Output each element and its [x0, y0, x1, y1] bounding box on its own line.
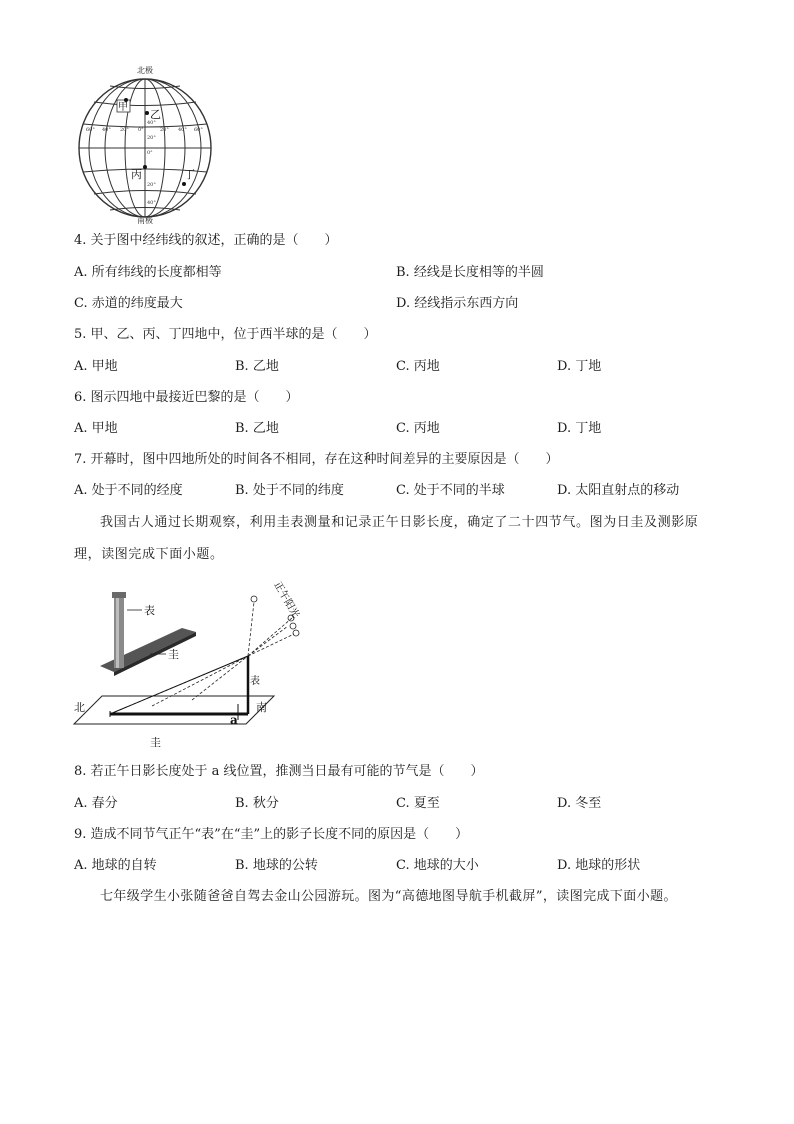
point-label-yi: 乙	[150, 108, 161, 121]
question-9-option-c[interactable]: C. 地球的大小	[396, 858, 479, 873]
lon-label: 20°	[160, 127, 169, 133]
sunlight-label: 正午阳光	[271, 580, 301, 621]
question-8-option-d[interactable]: D. 冬至	[557, 796, 602, 811]
question-7-option-b[interactable]: B. 处于不同的纬度	[235, 483, 344, 498]
biao-label: 表	[250, 676, 260, 687]
lon-label: 60°	[86, 127, 95, 133]
question-4-option-c[interactable]: C. 赤道的纬度最大	[74, 296, 183, 311]
lat-label: 20°	[147, 182, 156, 188]
question-7-stem: 7. 开幕时，图中四地所处的时间各不相同，存在这种时间差异的主要原因是（ ）	[74, 452, 559, 467]
question-7-option-a[interactable]: A. 处于不同的经度	[74, 483, 183, 498]
question-8-option-b[interactable]: B. 秋分	[235, 796, 279, 811]
question-6-stem: 6. 图示四地中最接近巴黎的是（ ）	[74, 390, 299, 405]
gui-label: 圭	[150, 736, 161, 749]
question-5-option-b[interactable]: B. 乙地	[235, 359, 279, 374]
question-9-option-a[interactable]: A. 地球的自转	[74, 858, 157, 873]
lat-label: 40°	[147, 200, 156, 206]
point-label-ding: 丁	[184, 168, 195, 181]
question-9-stem: 9. 造成不同节气正午“表”在“圭”上的影子长度不同的原因是（ ）	[74, 827, 469, 842]
lat-label: 20°	[147, 135, 156, 141]
gnomon-photo	[100, 592, 196, 676]
passage-1-line-2: 理，读图完成下面小题。	[74, 547, 224, 562]
globe-south-label: 南极	[137, 216, 153, 224]
question-9-option-b[interactable]: B. 地球的公转	[235, 858, 318, 873]
a-label: a	[230, 713, 238, 727]
question-8-option-a[interactable]: A. 春分	[74, 796, 118, 811]
question-5-option-d[interactable]: D. 丁地	[557, 359, 602, 374]
lon-label: 40°	[102, 127, 111, 133]
south-label: 南	[256, 701, 267, 714]
question-4-option-a[interactable]: A. 所有纬线的长度都相等	[74, 265, 222, 280]
question-7-option-c[interactable]: C. 处于不同的半球	[396, 483, 505, 498]
point-label-bing: 丙	[131, 168, 142, 181]
gnomon-figure	[72, 574, 322, 750]
lat-label: 0°	[147, 150, 153, 156]
photo-biao-label: 表	[144, 604, 155, 617]
question-5-option-c[interactable]: C. 丙地	[396, 359, 440, 374]
question-4-option-d[interactable]: D. 经线指示东西方向	[396, 296, 519, 311]
lat-label: 40°	[147, 120, 156, 126]
globe-point-jia	[117, 98, 130, 113]
globe-sphere	[79, 79, 211, 217]
question-4-option-b[interactable]: B. 经线是长度相等的半圆	[396, 265, 544, 280]
question-9-option-d[interactable]: D. 地球的形状	[557, 858, 641, 873]
question-4-stem: 4. 关于图中经纬线的叙述，正确的是（ ）	[74, 233, 338, 248]
ground-plane	[74, 696, 274, 724]
lon-label: 0°	[138, 127, 144, 133]
question-8-stem: 8. 若正午日影长度处于 a 线位置，推测当日最有可能的节气是（ ）	[74, 764, 484, 779]
passage-1-line-1: 我国古人通过长期观察，利用圭表测量和记录正午日影长度，确定了二十四节气。图为日圭及测影原	[100, 515, 699, 530]
question-6-option-a[interactable]: A. 甲地	[74, 421, 118, 436]
question-8-option-c[interactable]: C. 夏至	[396, 796, 440, 811]
question-6-option-d[interactable]: D. 丁地	[557, 421, 602, 436]
north-label: 北	[74, 701, 85, 714]
question-7-option-d[interactable]: D. 太阳直射点的移动	[557, 483, 680, 498]
question-6-option-c[interactable]: C. 丙地	[396, 421, 440, 436]
globe-figure	[74, 64, 216, 224]
point-label-jia: 甲	[118, 102, 128, 113]
globe-north-label: 北极	[137, 66, 153, 75]
lon-label: 40°	[178, 127, 187, 133]
passage-2-line-1: 七年级学生小张随爸爸自驾去金山公园游玩。图为“高德地图导航手机截屏”，读图完成下面小题。	[100, 889, 677, 904]
lon-label: 20°	[120, 127, 129, 133]
photo-gui-label: 圭	[168, 648, 179, 661]
lon-label: 60°	[194, 127, 203, 133]
question-5-option-a[interactable]: A. 甲地	[74, 359, 118, 374]
question-6-option-b[interactable]: B. 乙地	[235, 421, 279, 436]
question-5-stem: 5. 甲、乙、丙、丁四地中，位于西半球的是（ ）	[74, 327, 377, 342]
